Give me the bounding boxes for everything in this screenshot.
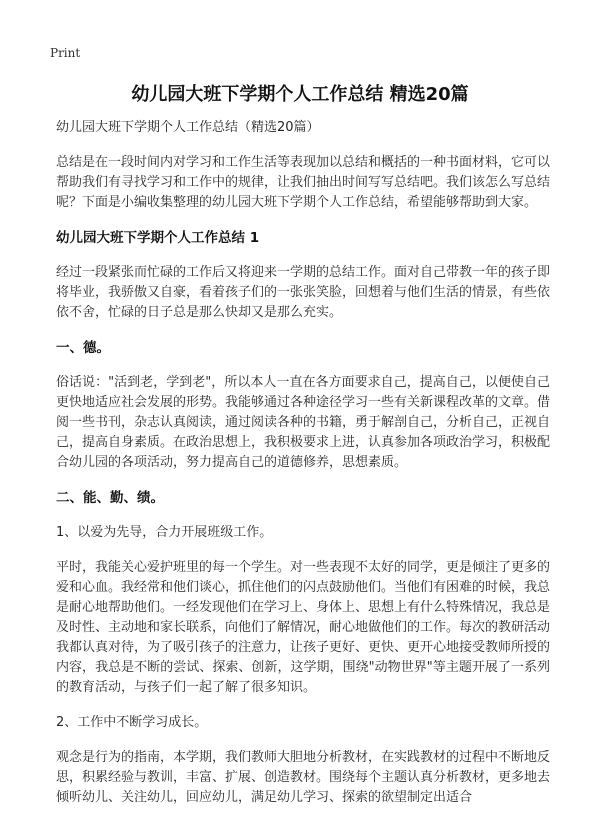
heading-neng: 二、能、勤、绩。	[56, 490, 164, 506]
document-body	[56, 118, 550, 823]
section-heading-1: 幼儿园大班下学期个人工作总结 1	[56, 230, 260, 246]
item1-paragraph: 平时，我能关心爱护班里的每一个学生。对一些表现不太好的同学，更是倾注了更多的爱和心血。我经常和他们谈心，抓住他们的闪点鼓励他们。当他们有困难的时候，我总是耐心地帮助他们。一经发现他们在学习上、身体上、思想上有什么特殊情况，我总是及时性、主动地和家长联系，向他们了解情况，耐心地做他们的工作。每次的教研活动我都认真对待，为了吸引孩子的注意力，让孩子更好、更快、更开心地接受教师所授的内容，我总是不断的尝试、探索、创新，这学期，围绕"动物世界"等主题开展了一系列的教育活动，与孩子们一起了解了很多知识。	[56, 560, 551, 695]
section1-paragraph: 经过一段紧张而忙碌的工作后又将迎来一学期的总结工作。面对自己带教一年的孩子即将毕业，我骄傲又自豪，看着孩子们的一张张笑脸，回想着与他们生活的情景，有些依依不舍，忙碌的日子总是那么快却又是那么充实。	[56, 265, 551, 320]
intro-paragraph: 总结是在一段时间内对学习和工作生活等表现加以总结和概括的一种书面材料，它可以帮助我们有寻找学习和工作中的规律，让我们抽出时间写写总结吧。我们该怎么写总结呢？下面是小编收集整理的幼儿园大班下学期个人工作总结，希望能够帮助到大家。	[56, 155, 551, 210]
item2-label: 2、工作中不断学习成长。	[56, 715, 208, 730]
page-title: 幼儿园大班下学期个人工作总结 精选20篇	[131, 84, 469, 105]
item1-label: 1、以爱为先导，合力开展班级工作。	[56, 525, 273, 540]
document-subtitle: 幼儿园大班下学期个人工作总结（精选20篇）	[56, 120, 320, 135]
heading-de: 一、德。	[56, 340, 110, 356]
item2-paragraph: 观念是行为的指南，本学期，我们教师大胆地分析教材，在实践教材的过程中不断地反思，积累经验与教训，丰富、扩展、创造教材。围绕每个主题认真分析教材，更多地去倾听幼儿、关注幼儿，回应幼儿，满足幼儿学习、探索的欲望制定出适合	[56, 750, 551, 805]
paragraph-de: 俗话说："活到老，学到老"，所以本人一直在各方面要求自己，提高自己，以便使自己更快地适应社会发展的形势。我能够通过各种途径学习一些有关新课程改革的文章。借阅一些书刊，杂志认真阅读，通过阅读各种的书籍，勇于解剖自己，分析自己，正视自己，提高自身素质。在政治思想上，我积极要求上进，认真参加各项政治学习，积极配合幼儿园的各项活动，努力提高自己的道德修养，思想素质。	[56, 375, 551, 470]
print-link[interactable]: Print	[50, 46, 81, 60]
